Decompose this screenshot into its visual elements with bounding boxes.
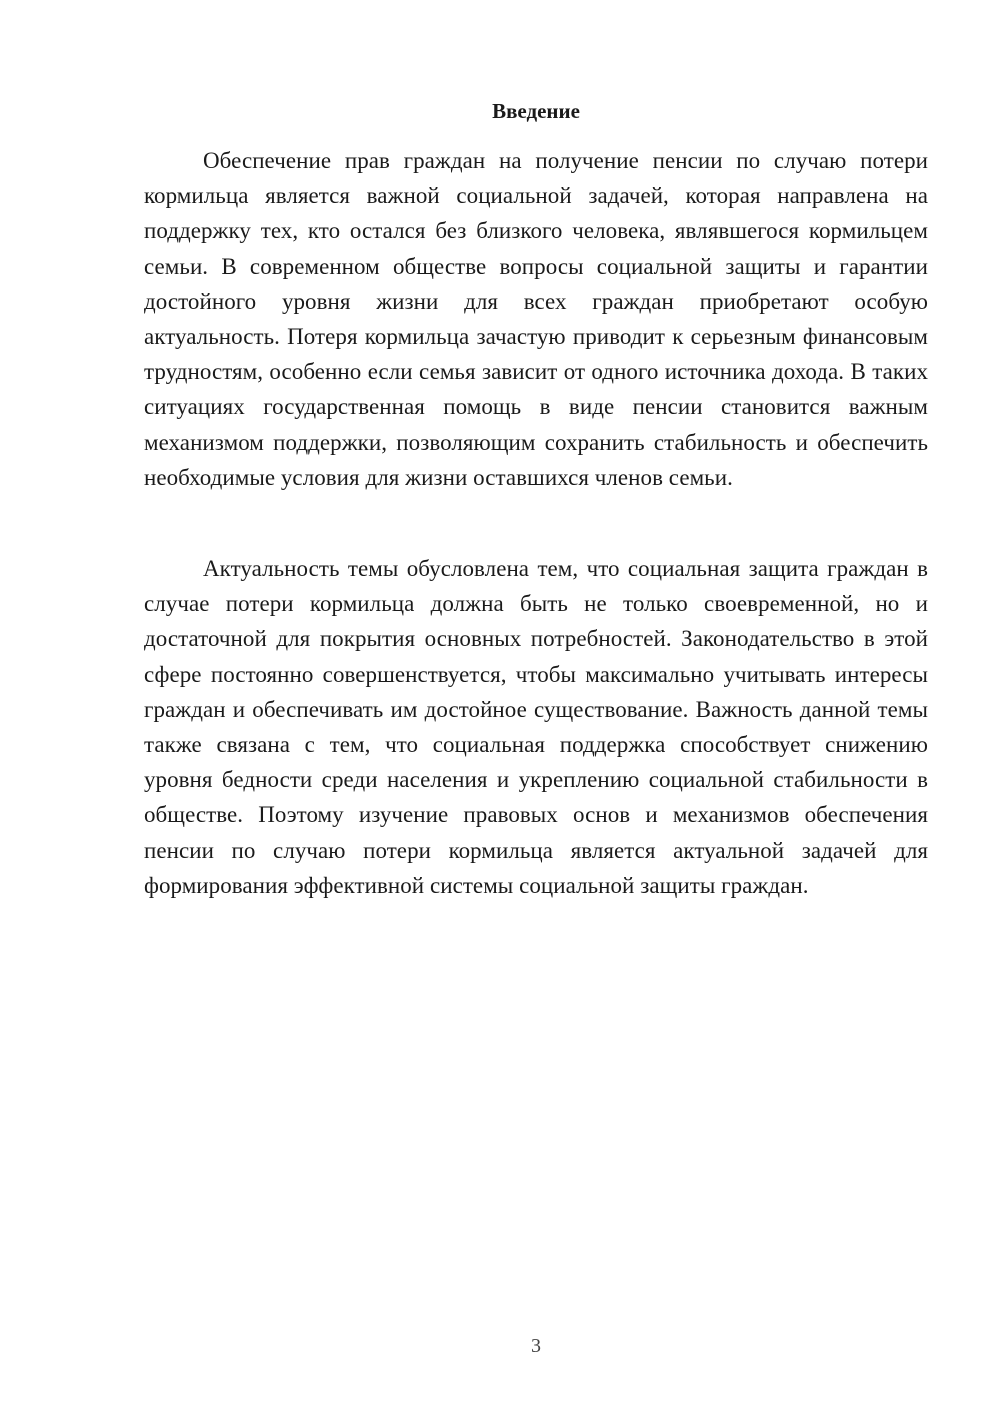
page-title: Введение [492,99,580,123]
page-number: 3 [531,1335,541,1357]
paragraph-relevance: Актуальность темы обусловлена тем, что социальная защита граждан в случае потери кормильца должна быть не только своевременной, но и достаточной для покрытия основных потребностей. Законодательство в этой сфере постоянно совершенствуется, чтобы максимально учитывать интересы граждан и обеспечивать им достойное существование. Важность данной темы также связана с тем, что социальная поддержка способствует снижению уровня бедности среди населения и укреплению социальной стабильности в обществе. Поэтому изучение правовых основ и механизмов обеспечения пенсии по случаю потери кормильца является актуальной задачей для формирования эффективной системы социальной защиты граждан. [144,556,928,898]
paragraph-intro: Обеспечение прав граждан на получение пенсии по случаю потери кормильца является важной социальной задачей, которая направлена на поддержку тех, кто остался без близкого человека, являвшегося кормильцем семьи. В современном обществе вопросы социальной защиты и гарантии достойного уровня жизни для всех граждан приобретают особую актуальность. Потеря кормильца зачастую приводит к серьезным финансовым трудностям, особенно если семья зависит от одного источника дохода. В таких ситуациях государственная помощь в виде пенсии становится важным механизмом поддержки, позволяющим сохранить стабильность и обеспечить необходимые условия для жизни оставшихся членов семьи. [144,148,928,490]
